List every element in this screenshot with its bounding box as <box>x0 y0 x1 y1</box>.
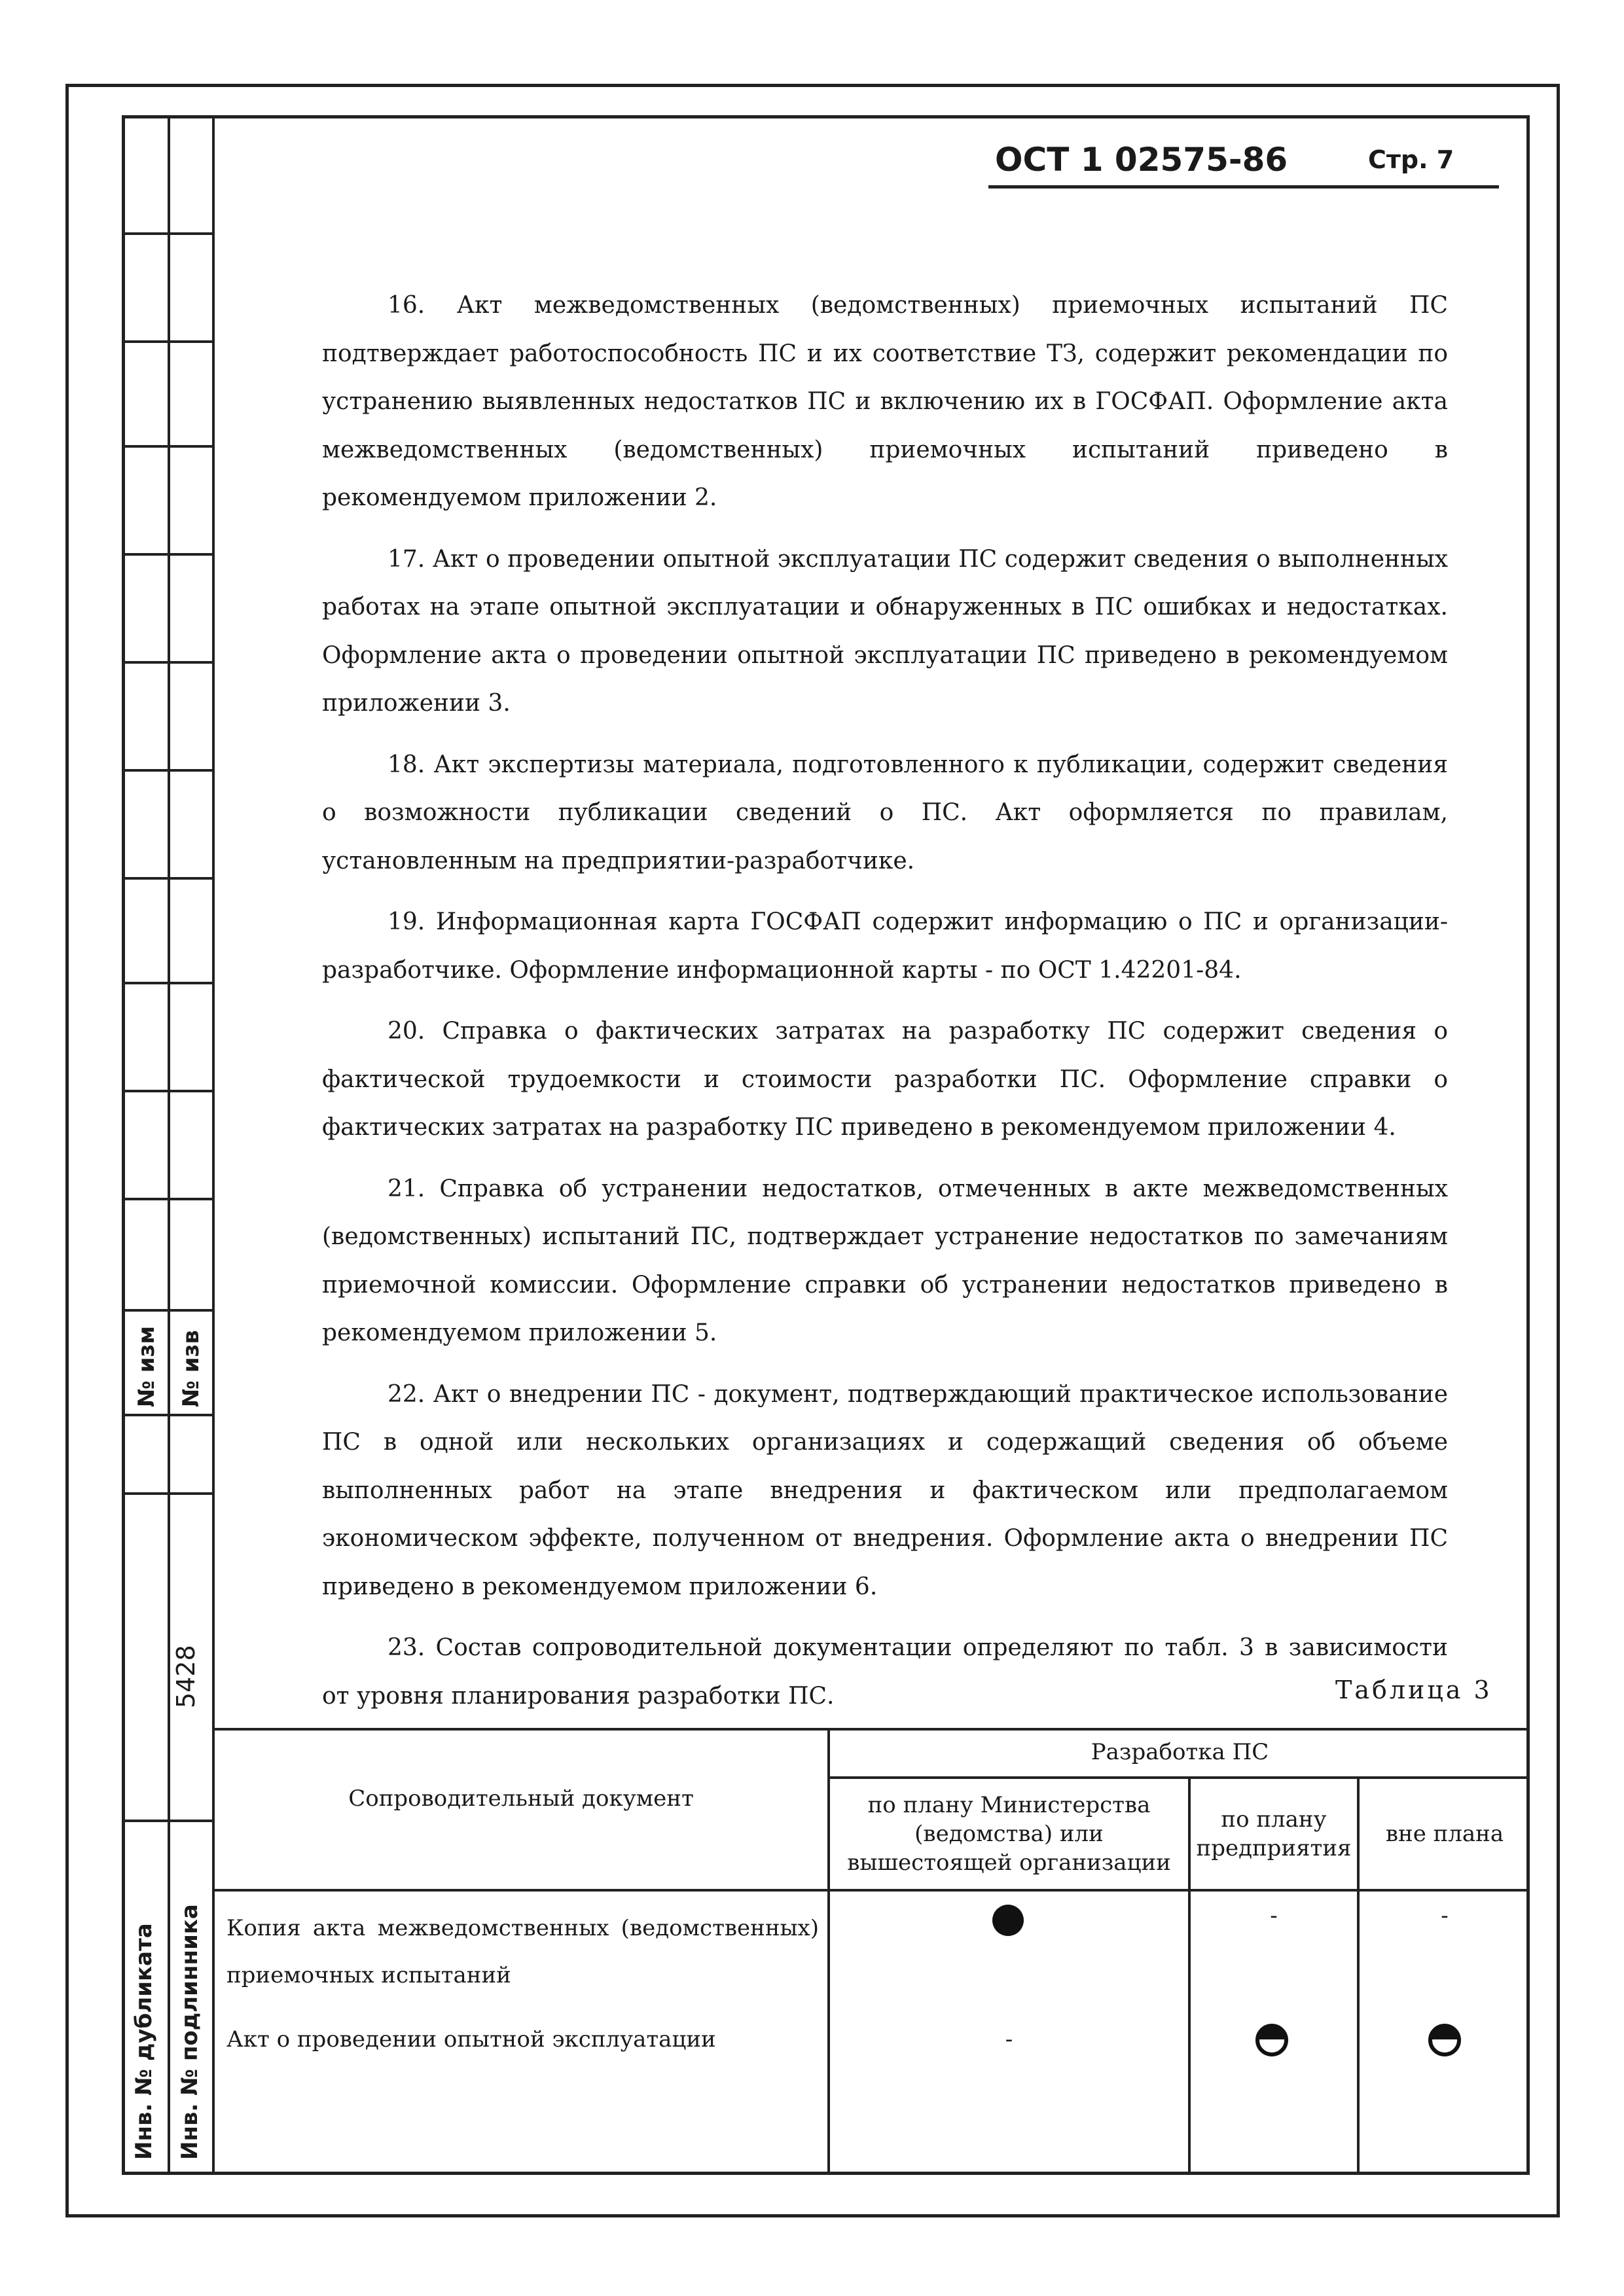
half-filled-circle-icon <box>1255 2024 1288 2056</box>
margin-label-number: 5428 <box>171 1645 200 1708</box>
paragraph-17: 17. Акт о проведении опытной эксплуатации ПС содержит сведения о выполненных работах на этапе опытной эксплуатации и обнаруженных в ПС ошибках и недостатках. Оформление акта о проведении опытной эксплуатации ПС приведено в рекомендуемом приложении 3. <box>322 545 1448 717</box>
body-text <box>322 281 1448 1733</box>
paragraph-22: 22. Акт о внедрении ПС - документ, подтверждающий практическое использование ПС в одной или нескольких организациях и содержащий сведения об объеме выполненных работ на этапе внедрения и фактическом или предполагаемом экономическом эффекте, полученном от внедрения. Оформление акта о внедрении ПС приведено в рекомендуемом приложении 6. <box>322 1380 1448 1600</box>
header-ps-development: Разработка ПС <box>1091 1739 1269 1765</box>
row-1-out-of-plan-value: - <box>1441 1903 1449 1929</box>
paragraph-23: 23. Состав сопроводительной документации определяют по табл. 3 в зависимости от уровня планирования разработки ПС. <box>322 1634 1448 1710</box>
margin-label-original: Инв. № подлинника <box>177 1904 203 2160</box>
paragraph-16: 16. Акт межведомственных (ведомственных) приемочных испытаний ПС подтверждает работоспособность ПС и их соответствие ТЗ, содержит рекомендации по устранению выявленных недостатков ПС и включению их в ГОСФАП. Оформление акта межведомственных (ведомственных) приемочных испытаний приведено в рекомендуемом приложении 2. <box>322 292 1448 511</box>
header-out-of-plan: вне плана <box>1385 1821 1504 1847</box>
filled-circle-icon <box>992 1905 1024 1936</box>
paragraph-21: 21. Справка об устранении недостатков, отмеченных в акте межведомственных (ведомственных) испытаний ПС, подтверждает устранение недостатков по замечаниям приемочной комиссии. Оформление справки об устранении недостатков приведено в рекомендуемом приложении 5. <box>322 1175 1448 1346</box>
row-2-ministry-value: - <box>1005 2026 1013 2053</box>
margin-label-izv: № изв <box>178 1330 204 1407</box>
row-2-document-name: Акт о проведении опытной эксплуатации <box>226 2026 716 2053</box>
margin-label-duplicate: Инв. № дубликата <box>131 1923 157 2160</box>
table-caption: Таблица 3 <box>1335 1676 1492 1704</box>
document-code: ОСТ 1 02575-86 <box>995 141 1288 179</box>
header-ministry-plan: по плану Министерства (ведомства) или вышестоящей организации <box>847 1792 1171 1876</box>
header-underline <box>988 185 1499 188</box>
paragraph-20: 20. Справка о фактических затратах на разработку ПС содержит сведения о фактической трудоемкости и стоимости разработки ПС. Оформление справки о фактических затратах на разработку ПС приведено в рекомендуемом приложении 4. <box>322 1018 1448 1141</box>
page-number: Стр. 7 <box>1368 145 1454 174</box>
paragraph-18: 18. Акт экспертизы материала, подготовленного к публикации, содержит сведения о возможности публикации сведений о ПС. Акт оформляется по правилам, установленным на предприятии-разработчике. <box>322 751 1448 874</box>
header-enterprise-plan: по плану предприятия <box>1196 1806 1352 1861</box>
margin-label-izm: № изм <box>134 1325 160 1407</box>
row-1-document-name: Копия акта межведомственных (ведомственных) приемочных испытаний <box>226 1915 819 1988</box>
half-filled-circle-icon <box>1428 2024 1461 2056</box>
row-1-enterprise-value: - <box>1270 1903 1278 1929</box>
paragraph-19: 19. Информационная карта ГОСФАП содержит информацию о ПС и организации-разработчике. Оформление информационной карты - по ОСТ 1.42201-84. <box>322 908 1448 984</box>
header-accompanying-document: Сопроводительный документ <box>348 1785 694 1812</box>
table-3 <box>215 1728 1530 2175</box>
